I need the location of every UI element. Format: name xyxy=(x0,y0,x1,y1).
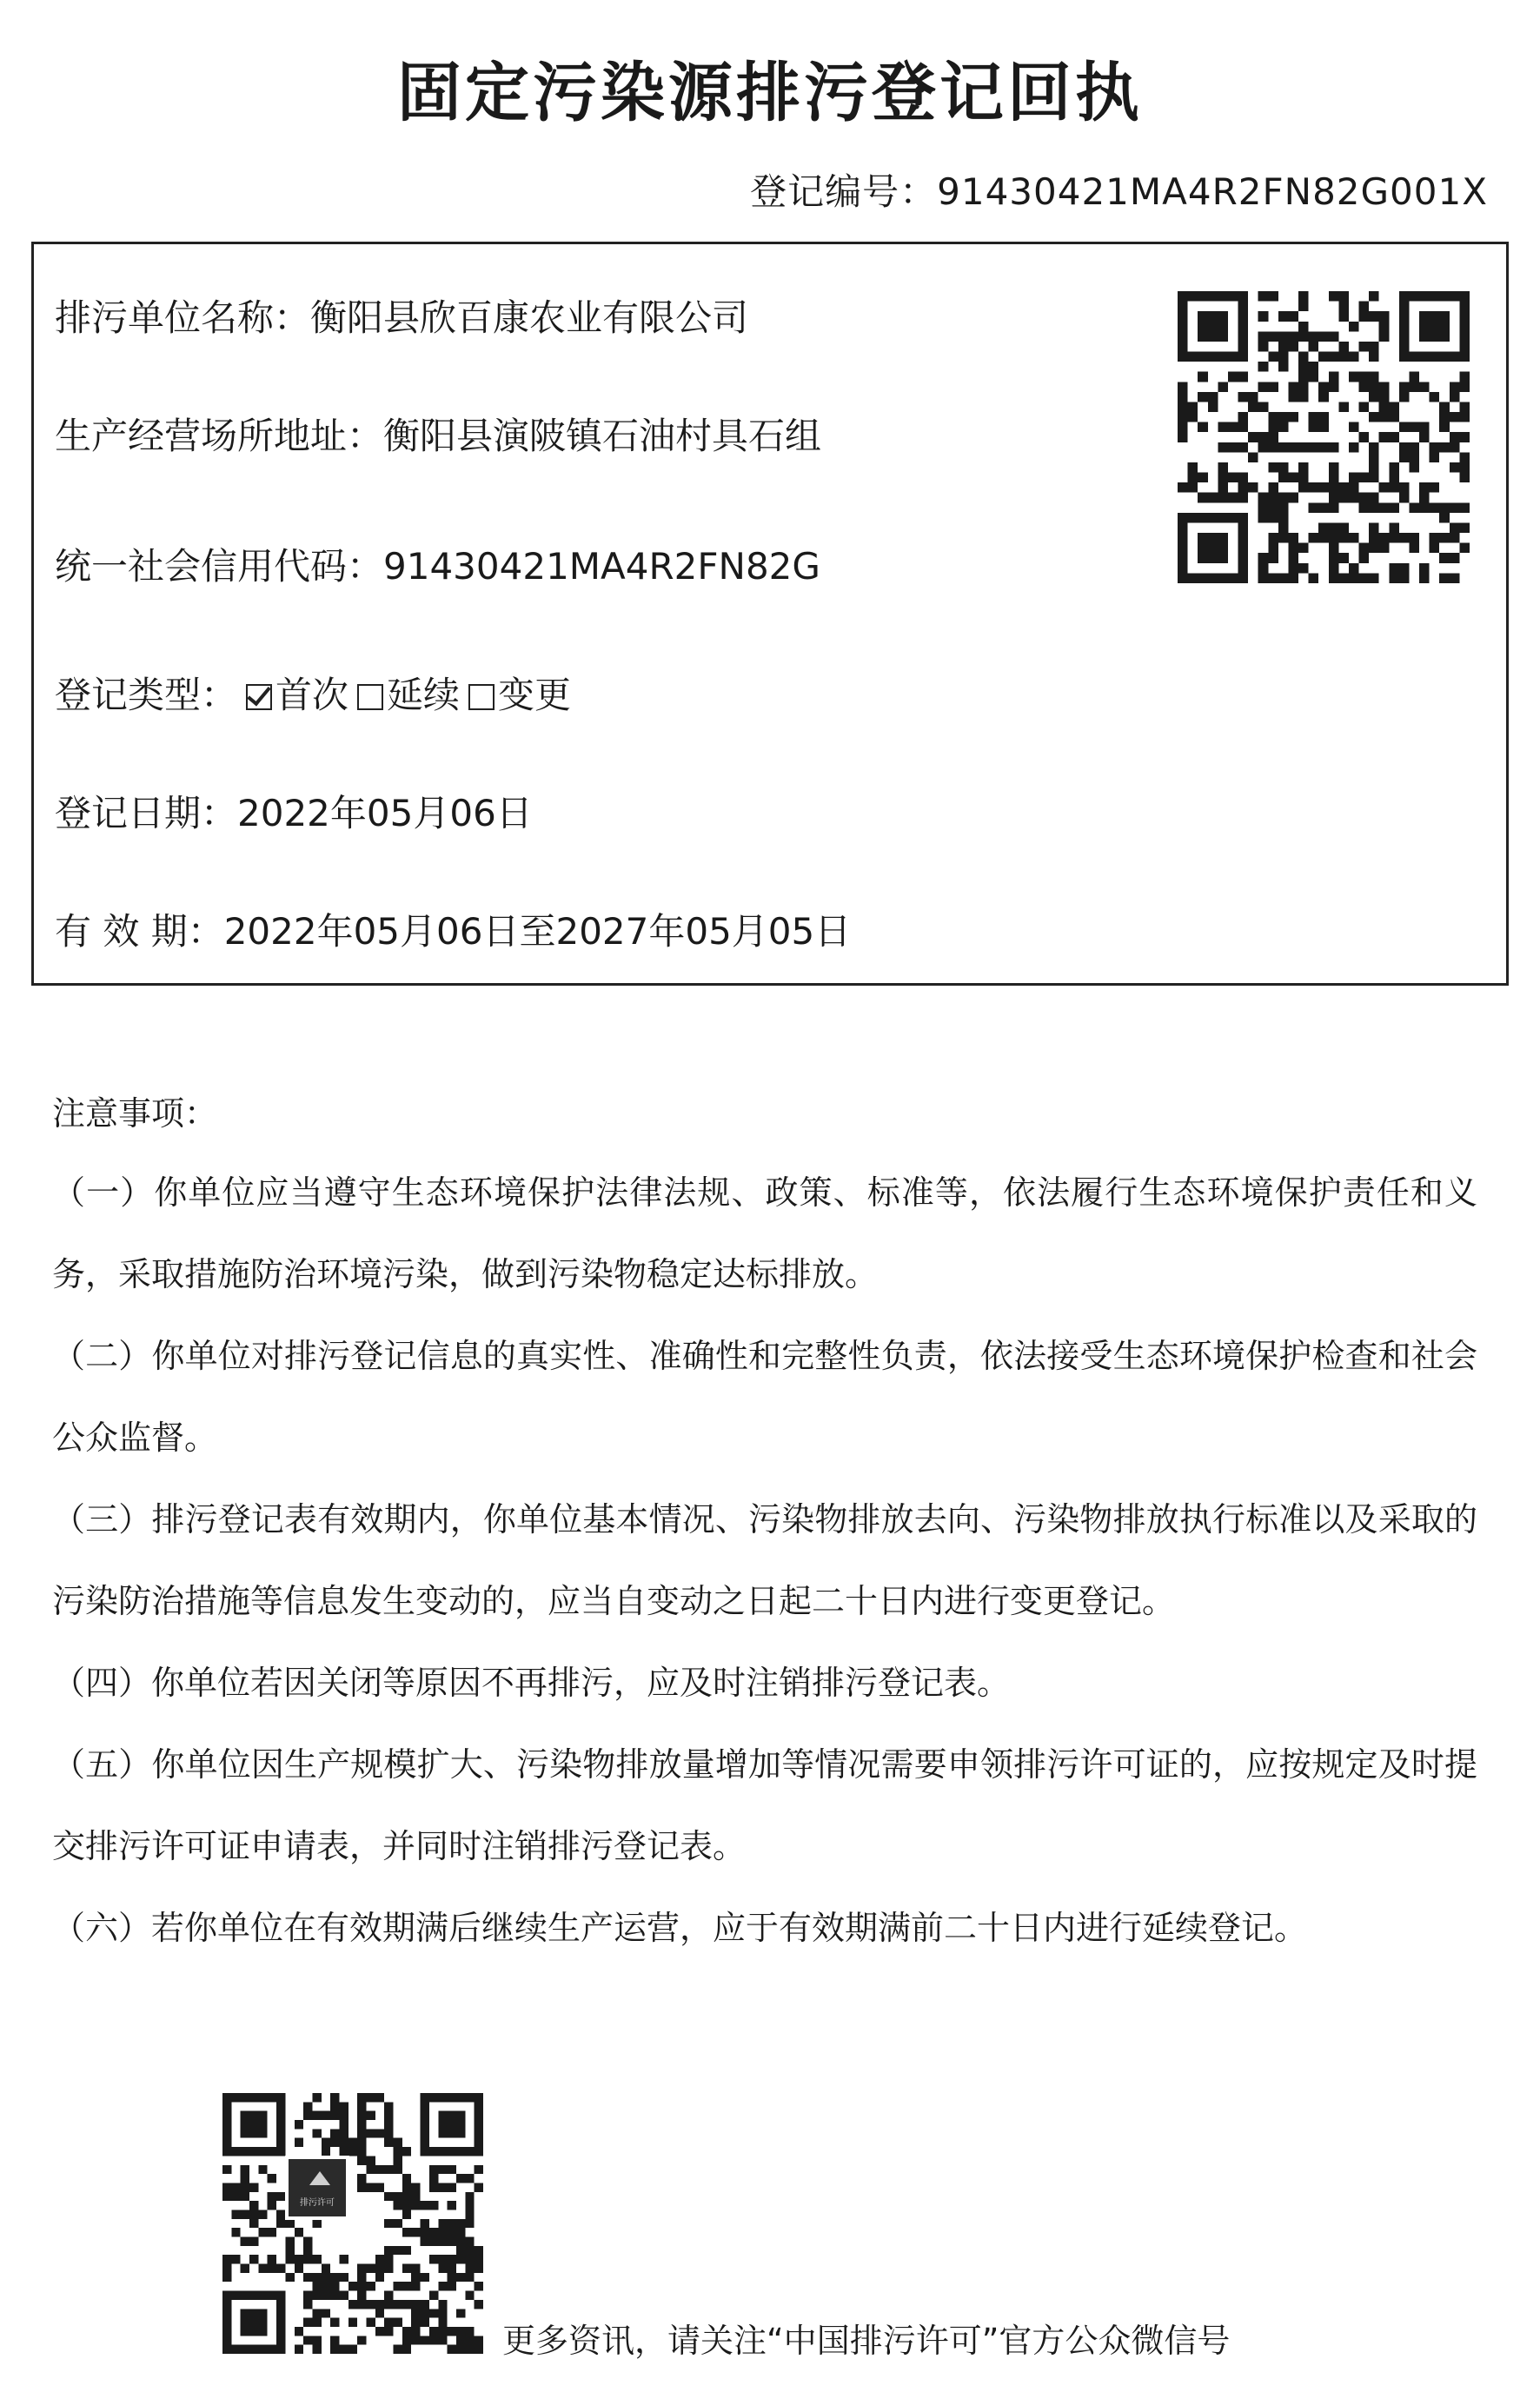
registration-date-field xyxy=(55,785,533,837)
registration-info-box xyxy=(31,242,1509,986)
notice-item-6: （六）若你单位在有效期满后继续生产运营，应于有效期满前二十日内进行延续登记。 xyxy=(52,1909,1308,1947)
footer-text: 更多资讯，请关注“中国排污许可”官方公众微信号 xyxy=(502,2322,1231,2360)
registration-type-field xyxy=(55,667,571,719)
checkbox-change xyxy=(468,684,495,710)
address-field xyxy=(55,408,821,460)
unit-name-value: 衡阳县欣百康农业有限公司 xyxy=(310,296,749,339)
option-change-label: 变更 xyxy=(498,674,572,716)
credit-code-value: 91430421MA4R2FN82G xyxy=(383,545,820,588)
notice-item-4: （四）你单位若因关闭等原因不再排污，应及时注销排污登记表。 xyxy=(52,1664,1011,1702)
registration-type-label: 登记类型： xyxy=(55,674,238,716)
address-value: 衡阳县演陂镇石油村具石组 xyxy=(383,415,822,457)
validity-field xyxy=(55,903,851,955)
credit-code-label: 统一社会信用代码： xyxy=(55,545,384,588)
registration-number: 登记编号：91430421MA4R2FN82G001X xyxy=(750,170,1488,213)
notice-item-5: （五）你单位因生产规模扩大、污染物排放量增加等情况需要申领排污许可证的，应按规定及时提交排污许可证申请表，并同时注销排污登记表。 xyxy=(52,1745,1477,1865)
checkbox-renewal xyxy=(357,684,383,710)
notice-item-2: （二）你单位对排污登记信息的真实性、准确性和完整性负责，依法接受生态环境保护检查和社会公众监督。 xyxy=(52,1337,1477,1457)
checkbox-first-time xyxy=(246,684,272,710)
page-title: 固定污染源排污登记回执 xyxy=(397,56,1143,130)
qr-code-icon xyxy=(1178,291,1470,583)
address-label: 生产经营场所地址： xyxy=(55,415,384,457)
registration-date-value: 2022年05月06日 xyxy=(237,792,533,834)
qr-logo-icon xyxy=(285,2156,349,2220)
unit-name-field xyxy=(55,289,748,342)
validity-value: 2022年05月06日至2027年05月05日 xyxy=(223,910,852,953)
option-renewal-label: 延续 xyxy=(387,674,461,716)
registration-date-label: 登记日期： xyxy=(55,792,238,834)
credit-code-field xyxy=(55,538,820,590)
wechat-qr-code-icon xyxy=(222,2093,483,2354)
unit-name-label: 排污单位名称： xyxy=(55,296,311,339)
notice-title: 注意事项： xyxy=(52,1094,218,1133)
notice-item-3: （三）排污登记表有效期内，你单位基本情况、污染物排放去向、污染物排放执行标准以及采取的污染防治措施等信息发生变动的，应当自变动之日起二十日内进行变更登记。 xyxy=(52,1500,1477,1620)
qr-logo-text: 排污许可 xyxy=(300,2198,335,2208)
option-first-time-label: 首次 xyxy=(275,674,349,716)
notice-item-1: （一）你单位应当遵守生态环境保护法律法规、政策、标准等，依法履行生态环境保护责任和义务，采取措施防治环境污染，做到污染物稳定达标排放。 xyxy=(52,1173,1477,1293)
validity-label: 有 效 期： xyxy=(55,910,224,953)
